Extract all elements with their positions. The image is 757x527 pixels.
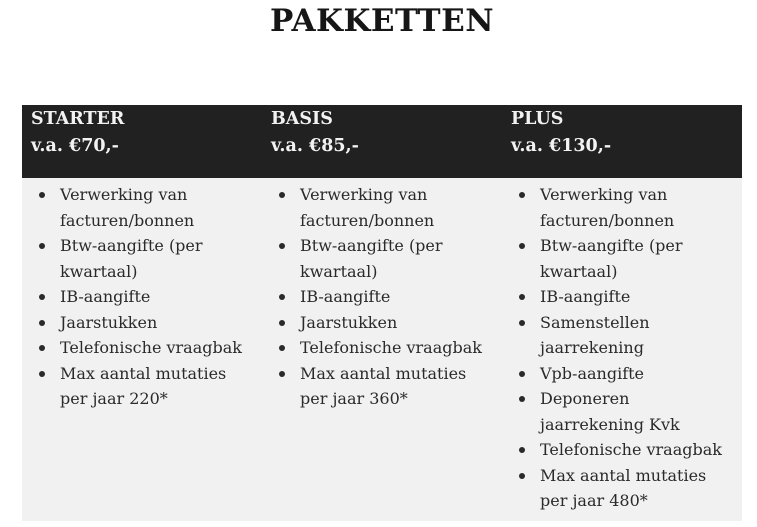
feature-item (262, 284, 502, 310)
bullet-icon (279, 345, 285, 351)
bullet-icon (39, 320, 45, 326)
feature-text: Telefonische vraagbak (540, 440, 722, 459)
feature-text: Max aantal mutaties per jaar 480* (540, 465, 707, 510)
bullet-icon (279, 320, 285, 326)
feature-text: Max aantal mutaties per jaar 220* (60, 363, 227, 408)
feature-item (502, 361, 742, 387)
feature-item (502, 310, 742, 361)
feature-item (262, 310, 502, 336)
feature-text: Telefonische vraagbak (300, 338, 482, 357)
feature-item (22, 310, 262, 336)
feature-item (502, 233, 742, 284)
package-column-starter (22, 182, 262, 521)
feature-item (262, 233, 502, 284)
feature-item (502, 386, 742, 437)
feature-list-basis (262, 182, 502, 412)
bullet-icon (279, 371, 285, 377)
bullet-icon (519, 294, 525, 300)
package-header-basis (262, 105, 502, 178)
feature-list-starter (22, 182, 262, 412)
bullet-icon (279, 294, 285, 300)
feature-list-plus (502, 182, 742, 514)
pricing-table (22, 105, 742, 521)
package-column-plus (502, 182, 742, 521)
pricing-table-body (22, 178, 742, 521)
feature-text: Jaarstukken (60, 312, 158, 332)
bullet-icon (39, 371, 45, 377)
bullet-icon (519, 243, 525, 249)
feature-text: Deponeren jaarrekening Kvk (540, 389, 680, 434)
package-name: STARTER (31, 109, 125, 129)
bullet-icon (279, 243, 285, 249)
package-price: v.a. €70,- (31, 136, 119, 156)
pricing-table-header (22, 105, 742, 178)
package-column-basis (262, 182, 502, 521)
bullet-icon (39, 345, 45, 351)
feature-text: IB-aangifte (540, 287, 631, 306)
feature-text: IB-aangifte (300, 287, 391, 306)
feature-item (502, 284, 742, 310)
feature-text: Btw-aangifte (per kwartaal) (540, 236, 683, 281)
feature-item (22, 284, 262, 310)
package-price: v.a. €85,- (271, 136, 359, 156)
feature-text: Max aantal mutaties per jaar 360* (300, 363, 467, 408)
feature-text: Verwerking van facturen/bonnen (540, 185, 675, 230)
feature-item (262, 361, 502, 412)
bullet-icon (39, 192, 45, 198)
feature-text: Btw-aangifte (per kwartaal) (60, 236, 203, 281)
bullet-icon (519, 320, 525, 326)
feature-text: Verwerking van facturen/bonnen (60, 185, 195, 230)
feature-text: Vpb-aangifte (540, 363, 645, 383)
feature-item (502, 463, 742, 514)
feature-text: Telefonische vraagbak (60, 338, 242, 357)
feature-text: Verwerking van facturen/bonnen (300, 185, 435, 230)
package-name: BASIS (271, 109, 333, 129)
package-price: v.a. €130,- (511, 136, 612, 156)
feature-item (502, 437, 742, 463)
feature-item (262, 182, 502, 233)
bullet-icon (519, 473, 525, 479)
feature-item (22, 361, 262, 412)
feature-item (262, 335, 502, 361)
feature-text: Btw-aangifte (per kwartaal) (300, 236, 443, 281)
page-title: PAKKETTEN (269, 3, 495, 39)
feature-text: Jaarstukken (300, 312, 398, 332)
package-name: PLUS (511, 109, 564, 129)
bullet-icon (279, 192, 285, 198)
bullet-icon (519, 396, 525, 402)
bullet-icon (39, 243, 45, 249)
package-header-plus (502, 105, 742, 178)
bullet-icon (519, 192, 525, 198)
feature-item (502, 182, 742, 233)
bullet-icon (39, 294, 45, 300)
feature-item (22, 335, 262, 361)
feature-item (22, 182, 262, 233)
feature-item (22, 233, 262, 284)
bullet-icon (519, 447, 525, 453)
feature-text: IB-aangifte (60, 287, 151, 306)
package-header-starter (22, 105, 262, 178)
feature-text: Samenstellen jaarrekening (540, 312, 650, 357)
bullet-icon (519, 371, 525, 377)
